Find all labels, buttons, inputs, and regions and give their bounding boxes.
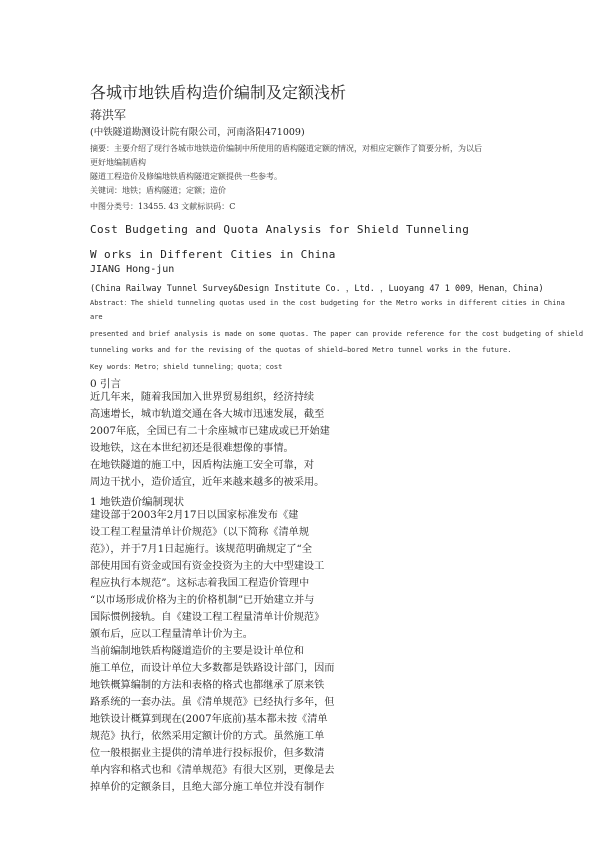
body-line: 国际惯例接轨。自《建设工程工程量清单计价规范》 [90, 612, 325, 623]
body-line: 单内容和格式也和《清单规范》有很大区别，更像是去 [90, 765, 335, 776]
body-line: 2007年底，全国已有二十余座城市已建成或已开始建 [90, 426, 330, 437]
section-heading-status: 1 地铁造价编制现状 [90, 496, 185, 508]
body-line: 高速增长，城市轨道交通在各大城市迅速发展，截至 [90, 409, 325, 420]
body-line: 当前编制地铁盾构隧道造价的主要是设计单位和 [90, 646, 304, 657]
english-subtitle: W orks in Different Cities in China [90, 248, 336, 261]
body-line: 近几年来，随着我国加入世界贸易组织，经济持续 [90, 392, 315, 403]
english-abstract-line: tunneling works and for the revising of the quotas of shield—bored Metro tunnel works in the future. [90, 346, 512, 354]
body-line: 地铁概算编制的方法和表格的格式也都继承了原来铁 [90, 680, 325, 691]
body-line: 规范》执行，依然采用定额计价的方式。虽然施工单 [90, 731, 325, 742]
english-abstract-line: are [90, 313, 103, 321]
english-affiliation: (China Railway Tunnel Survey&Design Institute Co. ，Ltd. ，Luoyang 47 1 009，Henan，China) [90, 284, 544, 294]
abstract-line: 更好地编制盾构 [90, 158, 146, 167]
english-title: Cost Budgeting and Quota Analysis for Shield Tunneling [90, 223, 470, 236]
english-author: JIANG Hong-jun [90, 264, 175, 275]
body-line: “以市场形成价格为主的价格机制”已开始建立并与 [90, 595, 315, 606]
body-line: 在地铁隧道的施工中，因盾构法施工安全可靠，对 [90, 460, 315, 471]
paper-title: 各城市地铁盾构造价编制及定额浅析 [90, 83, 347, 102]
abstract-line: 摘要：主要介绍了现行各城市地铁造价编制中所使用的盾构隧道定额的情况，对相应定额作了简要分析，为以后 [90, 144, 482, 153]
body-line: 地铁设计概算到现在(2007年底前)基本都未按《清单 [90, 714, 328, 725]
body-line: 部使用国有资金或国有资金投资为主的大中型建设工 [90, 561, 325, 572]
body-line: 路系统的一套办法。虽《清单规范》已经执行多年，但 [90, 697, 335, 708]
body-line: 设工程工程量清单计价规范》（以下简称《清单规 [90, 527, 310, 538]
english-abstract-line: presented and brief analysis is made on some quotas. The paper can provide reference for the cost budgeting of shield [90, 330, 584, 338]
body-line: 掉单价的定额条目，且绝大部分施工单位并没有制作 [90, 782, 325, 793]
body-line: 施工单位，而设计单位大多数都是铁路设计部门，因而 [90, 663, 335, 674]
classification-number: 中图分类号：13455. 43 文献标识码：C [90, 202, 236, 211]
english-keywords: Key words：Metro；shield tunneling；quota；cost [90, 363, 283, 371]
author-affiliation: (中铁隧道勘测设计院有限公司，河南洛阳471009) [90, 127, 305, 138]
body-line: 设地铁，这在本世纪初还是很难想像的事情。 [90, 443, 294, 454]
body-line: 程应执行本规范”。这标志着我国工程造价管理中 [90, 578, 310, 589]
keywords: 关键词：地铁；盾构隧道；定额；造价 [90, 186, 226, 195]
body-line: 建设部于2003年2月17日以国家标准发布《建 [90, 510, 299, 521]
author-name: 蒋洪军 [90, 108, 127, 122]
body-line: 位一般根据业主提供的清单进行投标报价，但多数清 [90, 748, 325, 759]
body-line: 范》），并于7月1日起施行。该规范明确规定了“全 [90, 544, 312, 555]
section-heading-intro: 0 引言 [90, 378, 122, 390]
abstract-line: 隧道工程造价及修编地铁盾构隧道定额提供一些参考。 [90, 172, 282, 181]
english-abstract-line: Abstract：The shield tunneling quotas used in the cost budgeting for the Metro works in different cities in China [90, 299, 565, 307]
body-line: 周边干扰小，造价适宜，近年来越来越多的被采用。 [90, 477, 325, 488]
body-line: 颁布后，应以工程量清单计价为主。 [90, 629, 253, 640]
